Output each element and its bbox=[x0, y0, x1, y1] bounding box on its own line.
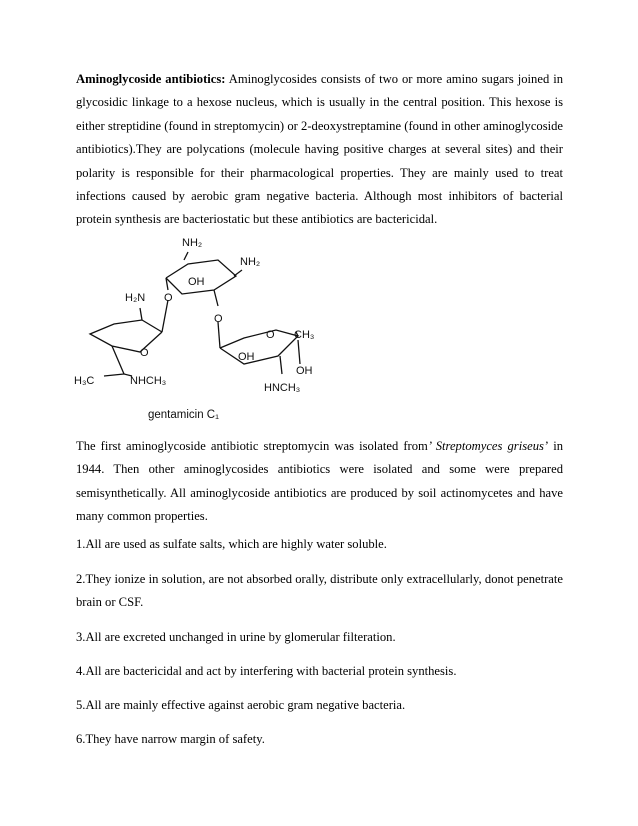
bond bbox=[104, 374, 124, 376]
label-nhch3: NHCH₃ bbox=[130, 375, 167, 387]
intro-heading: Aminoglycoside antibiotics: bbox=[76, 72, 226, 86]
figure-caption: gentamicin C₁ bbox=[148, 409, 219, 421]
property-item-6: 6.They have narrow margin of safety. bbox=[76, 732, 265, 746]
label-h3c: H₃C bbox=[74, 375, 95, 387]
label-nh2-top: NH₂ bbox=[182, 237, 203, 249]
history-text-after: in 1944. Then other aminoglycosides antibiotics were isolated and some were prepared semisynthetically. All aminoglycoside antibiotics are produced by soil actinomycetes and have many common properties. bbox=[76, 439, 563, 524]
label-oh-ring3b: OH bbox=[296, 365, 313, 377]
label-ch3: CH₃ bbox=[294, 329, 315, 341]
property-item-1: 1.All are used as sulfate salts, which are highly water soluble. bbox=[76, 537, 387, 551]
bond bbox=[162, 300, 168, 332]
organism-name: ’ Streptomyces griseus’ bbox=[427, 439, 549, 453]
bond bbox=[140, 308, 142, 320]
label-o-ring3: O bbox=[266, 329, 275, 341]
bond bbox=[112, 346, 124, 374]
left-ring bbox=[90, 320, 162, 352]
label-o-ring1: O bbox=[140, 347, 149, 359]
bond bbox=[234, 270, 242, 276]
label-hnch3: HNCH₃ bbox=[264, 382, 301, 394]
label-h2n: H₂N bbox=[125, 292, 146, 304]
right-ring bbox=[220, 330, 298, 364]
bond bbox=[298, 340, 300, 364]
property-item-3: 3.All are excreted unchanged in urine by glomerular filteration. bbox=[76, 630, 396, 644]
intro-paragraph bbox=[76, 68, 563, 232]
label-oh-center: OH bbox=[188, 276, 205, 288]
property-item-5: 5.All are mainly effective against aerobic gram negative bacteria. bbox=[76, 698, 406, 712]
property-item-2: 2.They ionize in solution, are not absorbed orally, distribute only extracellularly, donot penetrate brain or CSF. bbox=[76, 572, 563, 610]
bond bbox=[214, 290, 218, 306]
property-item-4: 4.All are bactericidal and act by interfering with bacterial protein synthesis. bbox=[76, 664, 457, 678]
gentamicin-structure-figure bbox=[68, 228, 358, 428]
history-paragraph bbox=[76, 435, 563, 529]
label-oh-ring3a: OH bbox=[238, 351, 255, 363]
bond bbox=[280, 356, 282, 374]
intro-text: Aminoglycosides consists of two or more amino sugars joined in glycosidic linkage to a hexose nucleus, which is usually in the central position. This hexose is either streptidine (found in streptomycin) or 2-deoxystreptamine (found in other aminoglycoside antibiotics).They are polycations (molecule having positive charges at several sites) and their polarity is responsible for their pharmacological properties. They are mainly used to treat infections caused by aerobic gram negative bacteria. Although most inhibitors of bacterial protein synthesis are bacteriostatic but these antibiotics are bactericidal. bbox=[76, 72, 563, 227]
label-o-link1: O bbox=[164, 292, 173, 304]
history-text-before: The first aminoglycoside antibiotic streptomycin was isolated from bbox=[76, 439, 428, 453]
bond bbox=[218, 322, 220, 348]
label-nh2-right: NH₂ bbox=[240, 256, 261, 268]
label-o-link2: O bbox=[214, 313, 223, 325]
bond bbox=[184, 252, 188, 260]
